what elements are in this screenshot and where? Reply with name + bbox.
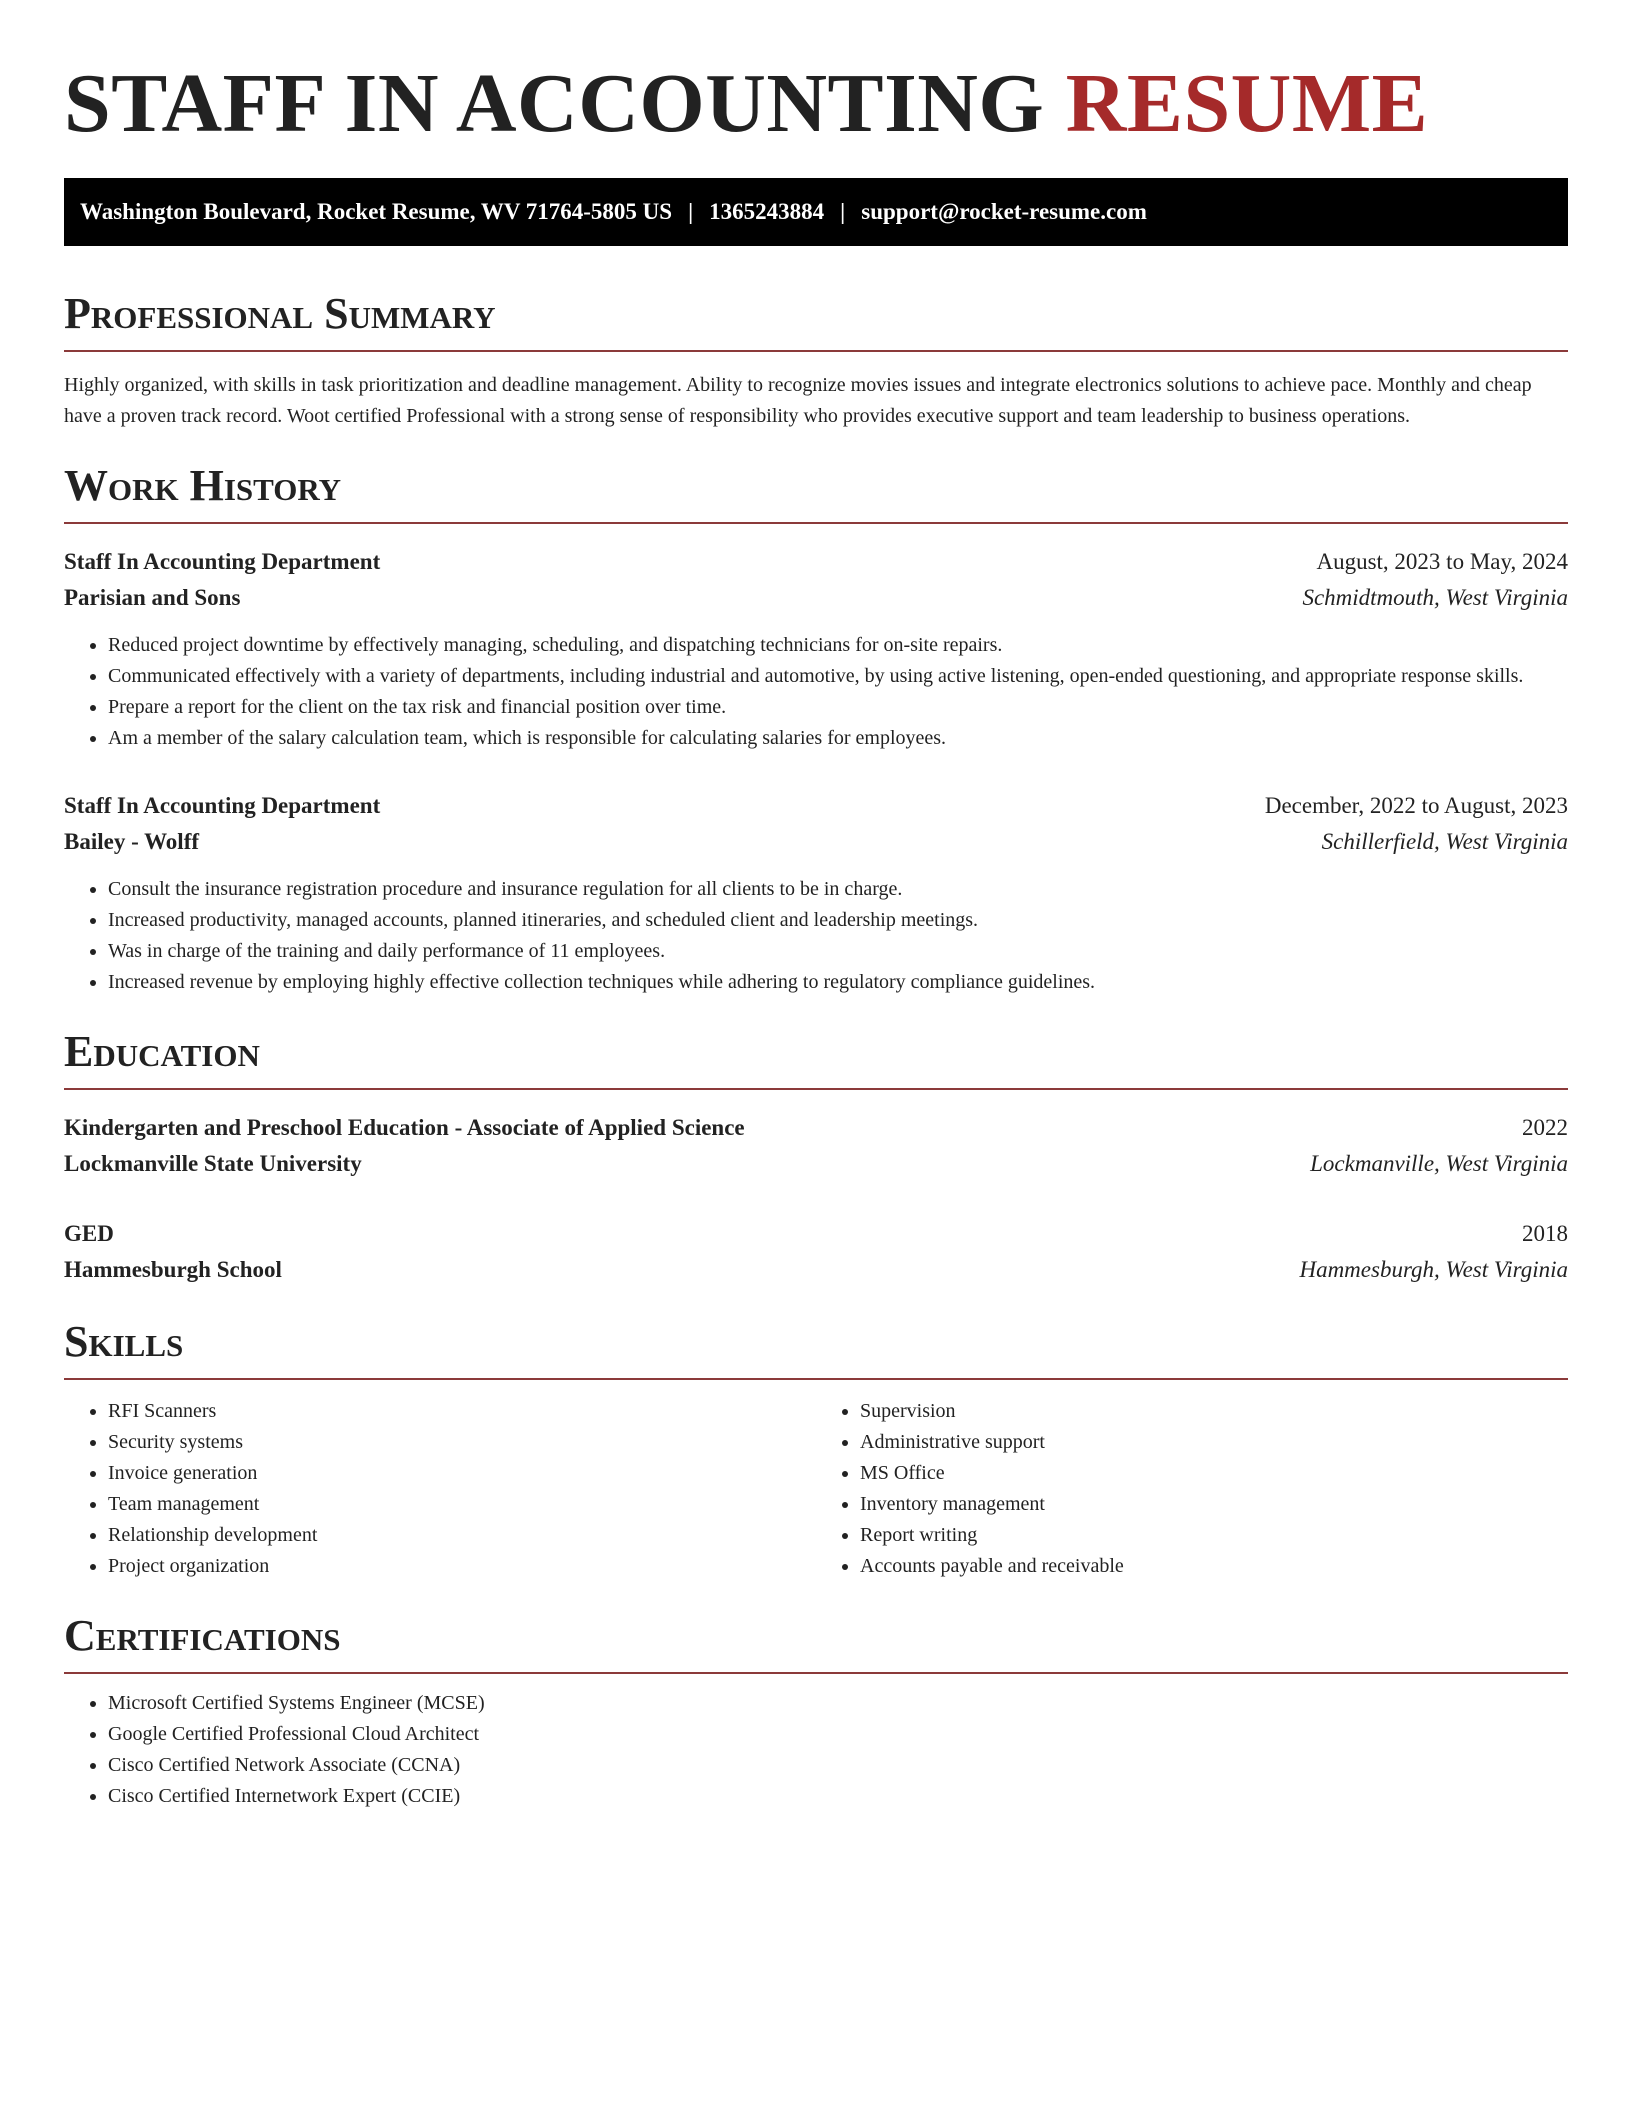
certifications-list [64, 1688, 1568, 1812]
certifications-section [64, 1612, 1568, 1812]
summary-text: Highly organized, with skills in task prioritization and deadline management. Ability to recognize movies issues and integrate electronics solutions to achieve pace. Monthly and cheap have a proven track record. Woot certified Professional with a strong sense of responsibility who provides executive support and team leadership to business operations. [64, 374, 1532, 427]
skill-item: • Project organization [108, 1551, 816, 1582]
certification-item: • Microsoft Certified Systems Engineer (MCSE) [108, 1688, 1568, 1719]
job-location: Schillerfield, West Virginia [1321, 829, 1568, 854]
job-dates: August, 2023 to May, 2024 [1316, 549, 1568, 574]
job-bullet: • Increased revenue by employing highly effective collection techniques while adhering to regulatory compliance guidelines. [108, 967, 1568, 998]
education-location: Lockmanville, West Virginia [1310, 1151, 1568, 1176]
skills-list-left [64, 1396, 816, 1582]
skills-section [64, 1318, 1568, 1582]
skill-item: • Inventory management [860, 1489, 1568, 1520]
education-year: 2022 [1522, 1115, 1568, 1140]
job-bullet: • Was in charge of the training and daily performance of 11 employees. [108, 936, 1568, 967]
education-degree-row [64, 1216, 1568, 1252]
skill-item: • MS Office [860, 1458, 1568, 1489]
education-degree: Kindergarten and Preschool Education - Associate of Applied Science [64, 1115, 745, 1140]
resume-title [64, 57, 1568, 150]
education-school: Hammesburgh School [64, 1257, 282, 1282]
education-location: Hammesburgh, West Virginia [1299, 1257, 1568, 1282]
skills-columns [64, 1396, 1568, 1582]
job-location: Schmidtmouth, West Virginia [1302, 585, 1568, 610]
contact-email: support@rocket-resume.com [861, 199, 1147, 224]
education-entry [64, 1110, 1568, 1182]
certification-item: • Cisco Certified Internetwork Expert (CCIE) [108, 1781, 1568, 1812]
skill-item: • Administrative support [860, 1427, 1568, 1458]
section-heading-education: Education [64, 1028, 1568, 1090]
skill-item: • Relationship development [108, 1520, 816, 1551]
skill-item: • Supervision [860, 1396, 1568, 1427]
education-year: 2018 [1522, 1221, 1568, 1246]
skill-item: • Security systems [108, 1427, 816, 1458]
certification-item: • Google Certified Professional Cloud Architect [108, 1719, 1568, 1750]
skill-item: • Team management [108, 1489, 816, 1520]
job-entry [64, 788, 1568, 998]
job-title: Staff In Accounting Department [64, 549, 381, 574]
job-entry [64, 544, 1568, 754]
work-history-section [64, 462, 1568, 998]
contact-phone: 1365243884 [709, 199, 825, 224]
job-bullet: • Am a member of the salary calculation team, which is responsible for calculating salaries for employees. [108, 723, 1568, 754]
job-bullet: • Prepare a report for the client on the tax risk and financial position over time. [108, 692, 1568, 723]
education-entry [64, 1216, 1568, 1288]
section-heading-summary: Professional Summary [64, 290, 1568, 352]
section-heading-work: Work History [64, 462, 1568, 524]
contact-separator: | [840, 199, 846, 224]
education-degree-row [64, 1110, 1568, 1146]
skill-item: • Accounts payable and receivable [860, 1551, 1568, 1582]
job-title-row [64, 788, 1568, 824]
job-company: Parisian and Sons [64, 585, 241, 610]
contact-address: Washington Boulevard, Rocket Resume, WV 71764-5805 US [80, 199, 673, 224]
skills-list-right [816, 1396, 1568, 1582]
education-section [64, 1028, 1568, 1288]
title-accent: RESUME [1065, 57, 1429, 150]
skill-item: • RFI Scanners [108, 1396, 816, 1427]
skill-item: • Report writing [860, 1520, 1568, 1551]
education-school-row [64, 1252, 1568, 1288]
job-bullet: • Communicated effectively with a variety of departments, including industrial and automotive, by using active listening, open-ended questioning, and appropriate response skills. [108, 661, 1568, 692]
certification-item: • Cisco Certified Network Associate (CCNA) [108, 1750, 1568, 1781]
job-company-row [64, 580, 1568, 616]
section-heading-certifications: Certifications [64, 1612, 1568, 1674]
job-bullet: • Reduced project downtime by effectively managing, scheduling, and dispatching technicians for on-site repairs. [108, 630, 1568, 661]
summary-section [64, 290, 1568, 432]
job-bullets [64, 630, 1568, 754]
contact-separator: | [688, 199, 694, 224]
title-main: STAFF IN ACCOUNTING [64, 57, 1045, 150]
job-title-row [64, 544, 1568, 580]
job-bullets [64, 874, 1568, 998]
education-school-row [64, 1146, 1568, 1182]
education-school: Lockmanville State University [64, 1151, 362, 1176]
job-title: Staff In Accounting Department [64, 793, 381, 818]
job-bullet: • Consult the insurance registration procedure and insurance regulation for all clients to be in charge. [108, 874, 1568, 905]
job-company: Bailey - Wolff [64, 829, 200, 854]
section-heading-skills: Skills [64, 1318, 1568, 1380]
job-dates: December, 2022 to August, 2023 [1264, 793, 1568, 818]
education-degree: GED [64, 1221, 114, 1246]
job-bullet: • Increased productivity, managed accounts, planned itineraries, and scheduled client and leadership meetings. [108, 905, 1568, 936]
contact-bar [64, 178, 1568, 246]
job-company-row [64, 824, 1568, 860]
skill-item: • Invoice generation [108, 1458, 816, 1489]
